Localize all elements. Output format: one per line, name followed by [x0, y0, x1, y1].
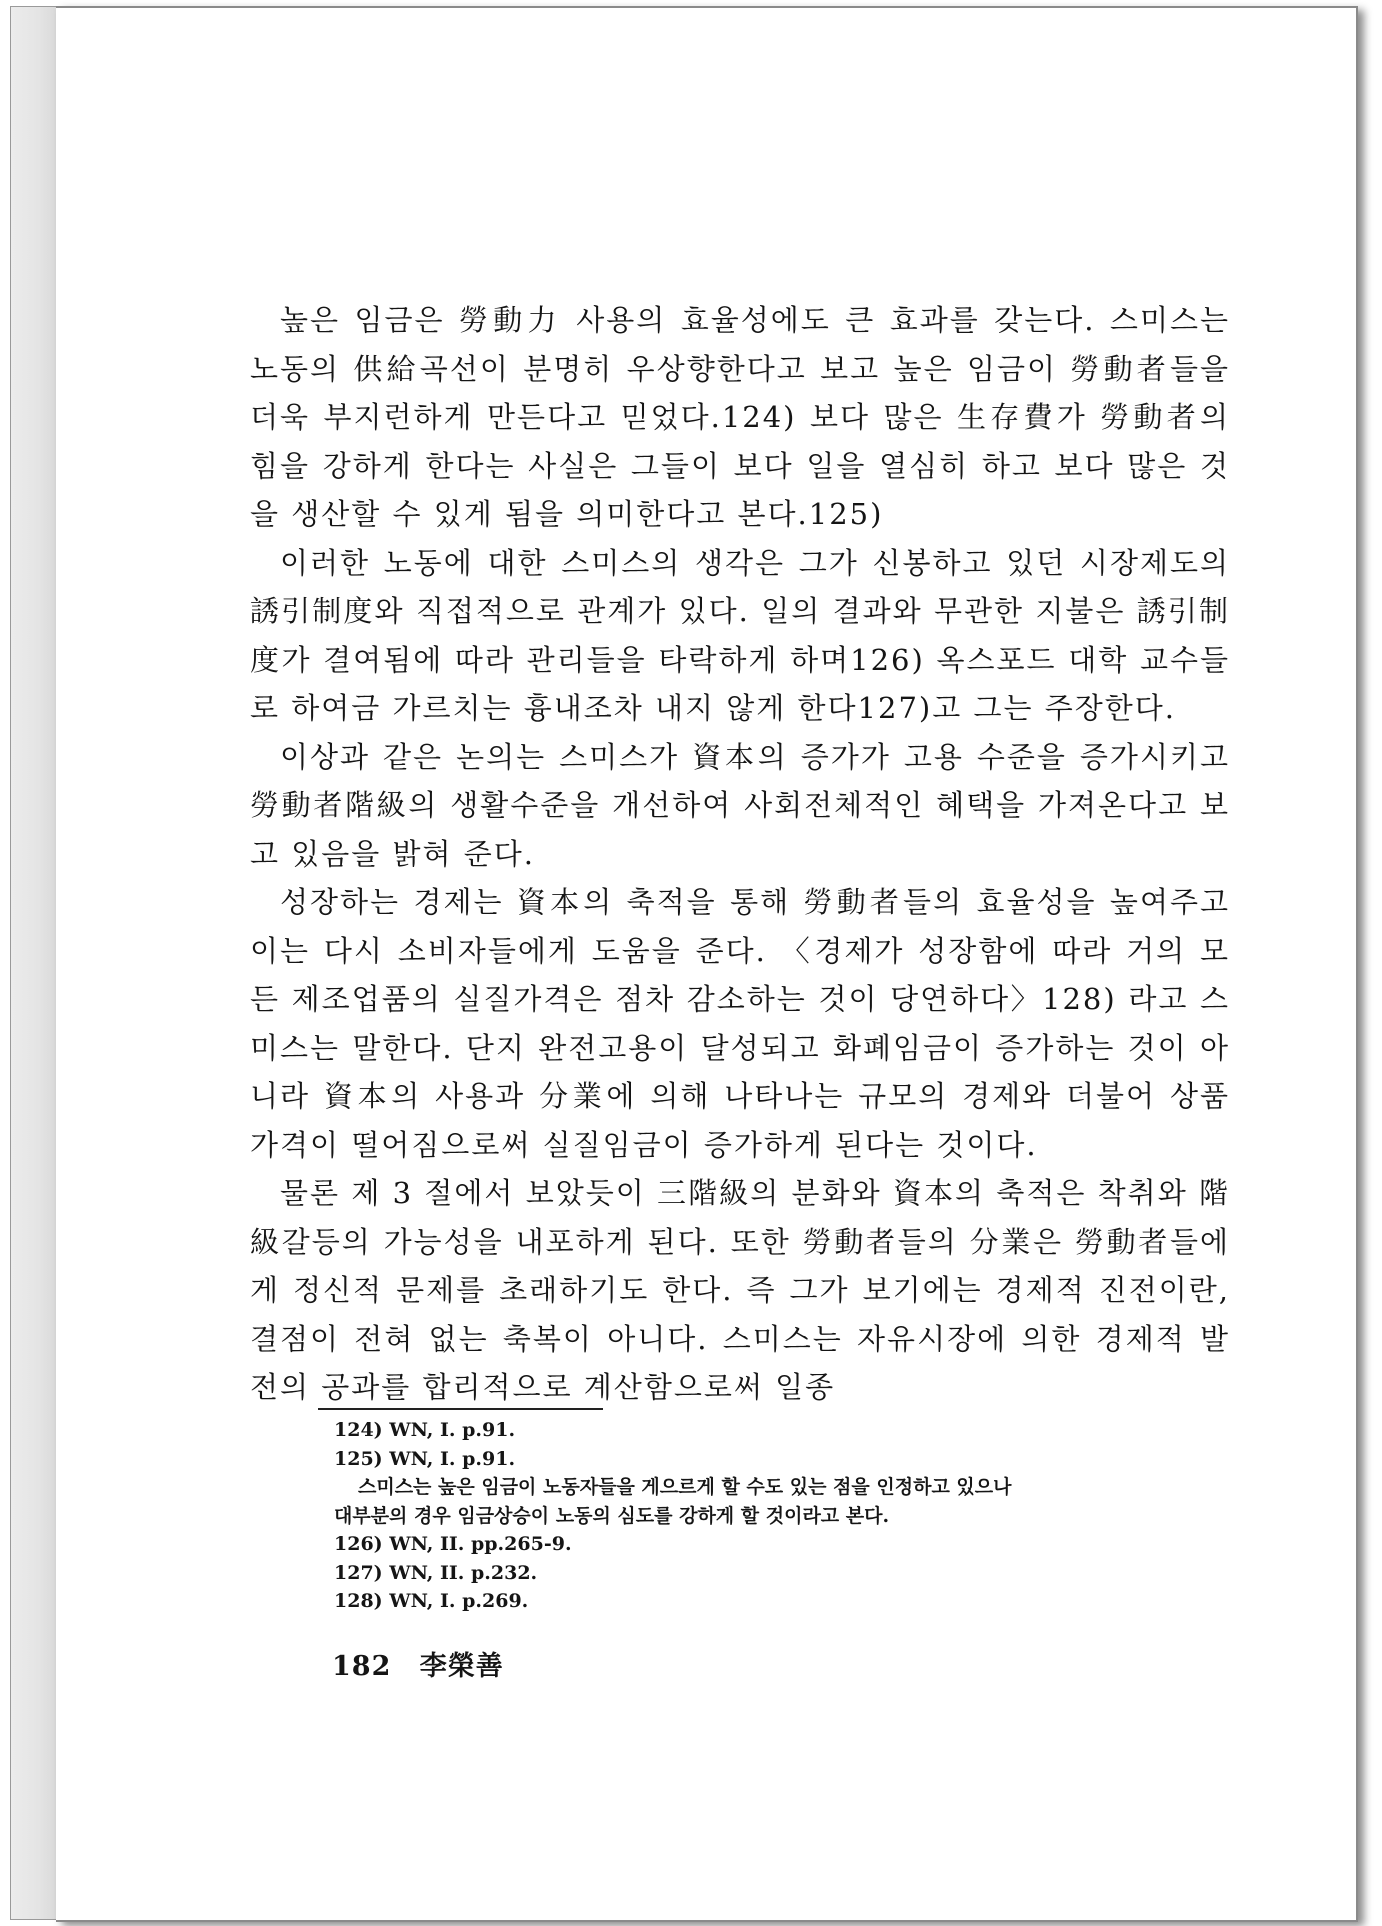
paragraph: 물론 제 3 절에서 보았듯이 三階級의 분화와 資本의 축적은 착취와 階級갈등의 가능성을 내포하게 된다. 또한 勞動者들의 分業은 勞動者들에게 정신적 문제를 초래하기도 한다. 즉 그가 보기에는 경제적 진전이란, 결점이 전혀 없는 축복이 아니다. 스미스는 자유시장에 의한 경제적 발전의 공과를 합리적으로 계산함으로써 일종 — [250, 1176, 1230, 1404]
author-name: 李榮善 — [419, 1651, 504, 1682]
footnotes — [334, 1416, 1294, 1616]
footnote: 127) WN, II. p.232. — [334, 1561, 538, 1584]
footnote-text: 스미스는 높은 임금이 노동자들을 게으르게 할 수도 있는 점을 인정하고 있으나 — [358, 1476, 1012, 1498]
footnote: 124) WN, I. p.91. — [334, 1419, 516, 1441]
page-footer — [332, 1644, 504, 1683]
footnote: 128) WN, I. p.269. — [334, 1590, 529, 1612]
page-number: 182 — [332, 1651, 392, 1682]
page — [56, 6, 1358, 1922]
footnote-divider — [318, 1408, 603, 1410]
paragraph: 이상과 같은 논의는 스미스가 資本의 증가가 고용 수준을 증가시키고 勞動者階級의 생활수준을 개선하여 사회전체적인 혜택을 가져온다고 보고 있음을 밝혀 준다. — [250, 739, 1230, 871]
footnote-text: 대부분의 경우 임금상승이 노동의 심도를 강하게 할 것이라고 본다. — [334, 1504, 890, 1527]
book-spine — [10, 6, 58, 1920]
footnote: 126) WN, II. pp.265-9. — [334, 1533, 572, 1555]
body-text — [250, 296, 1230, 1412]
paragraph: 높은 임금은 勞動力 사용의 효율성에도 큰 효과를 갖는다. 스미스는 노동의 供給곡선이 분명히 우상향한다고 보고 높은 임금이 勞動者들을 더욱 부지런하게 만든다고 믿었다.124) 보다 많은 生存費가 勞動者의 힘을 강하게 한다는 사실은 그들이 보다 일을 열심히 하고 보다 많은 것을 생산할 수 있게 됨을 의미한다고 본다.125) — [250, 303, 1230, 531]
paragraph: 성장하는 경제는 資本의 축적을 통해 勞動者들의 효율성을 높여주고 이는 다시 소비자들에게 도움을 준다. 〈경제가 성장함에 따라 거의 모든 제조업품의 실질가격은 점차 감소하는 것이 당연하다〉128) 라고 스미스는 말한다. 단지 완전고용이 달성되고 화폐임금이 증가하는 것이 아니라 資本의 사용과 分業에 의해 나타나는 규모의 경제와 더불어 상품 가격이 떨어짐으로써 실질임금이 증가하게 된다는 것이다. — [250, 885, 1230, 1162]
paragraph: 이러한 노동에 대한 스미스의 생각은 그가 신봉하고 있던 시장제도의 誘引制度와 직접적으로 관계가 있다. 일의 결과와 무관한 지불은 誘引制度가 결여됨에 따라 관리들을 타락하게 하며126) 옥스포드 대학 교수들로 하여금 가르치는 흉내조차 내지 않게 한다127)고 그는 주장한다. — [250, 545, 1230, 725]
footnote: 125) WN, I. p.91. — [334, 1447, 516, 1470]
